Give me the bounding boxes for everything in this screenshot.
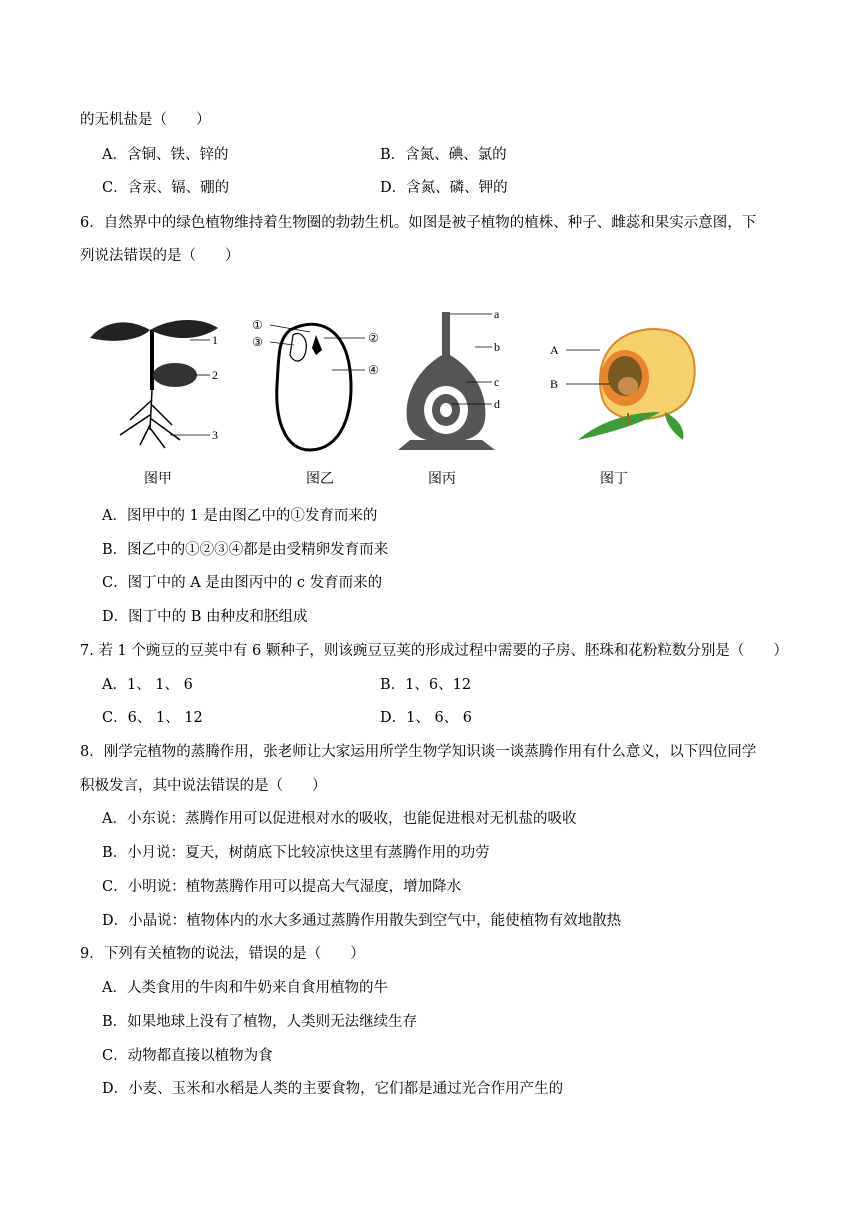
plant-diagram	[80, 300, 700, 460]
q8-stem-line2: 积极发言，其中说法错误的是（ ）	[80, 778, 327, 794]
q6-option-d: D．图丁中的 B 由种皮和胚组成	[102, 609, 308, 625]
q9-option-a: A．人类食用的牛肉和牛奶来自食用植物的牛	[102, 980, 388, 996]
q7-option-b: B．1、6、12	[380, 677, 472, 693]
q7-option-c: C．6、 1、 12	[102, 710, 203, 726]
q7-stem: 7. 若 1 个豌豆的豆荚中有 6 颗种子，则该豌豆豆荚的形成过程中需要的子房、胚珠和花粉粒数分别是（ ）	[80, 643, 788, 659]
bing-label-d: d	[494, 397, 500, 411]
q6-option-c: C．图丁中的 A 是由图丙中的 c 发育而来的	[102, 575, 383, 591]
q7-option-a: A．1、 1、 6	[102, 677, 193, 693]
bing-label-a: a	[494, 307, 500, 321]
q9-stem: 9．下列有关植物的说法，错误的是（ ）	[80, 946, 365, 962]
q8-option-c: C．小明说：植物蒸腾作用可以提高大气湿度，增加降水	[102, 879, 462, 895]
q6-stem-line1: 6．自然界中的绿色植物维持着生物圈的勃勃生机。如图是被子植物的植株、种子、雌蕊和果实示意图，下	[80, 215, 757, 231]
q5-option-b: B．含氮、碘、氯的	[380, 147, 507, 163]
seed-drawing	[252, 318, 379, 450]
yi-label-3: ③	[252, 335, 263, 349]
q8-option-b: B．小月说：夏天，树荫底下比较凉快这里有蒸腾作用的功劳	[102, 845, 490, 861]
q5-option-d: D．含氮、磷、钾的	[380, 180, 508, 196]
q9-option-d: D．小麦、玉米和水稻是人类的主要食物，它们都是通过光合作用产生的	[102, 1081, 564, 1097]
ding-label-b: B	[550, 377, 559, 391]
q6-option-b: B．图乙中的①②③④都是由受精卵发育而来	[102, 542, 389, 558]
yi-label-2: ②	[368, 331, 379, 345]
q8-stem-line1: 8．刚学完植物的蒸腾作用，张老师让大家运用所学生物学知识谈一谈蒸腾作用有什么意义，以下四位同学	[80, 744, 757, 760]
caption-bing: 图丙	[428, 471, 456, 487]
jia-label-3: 3	[212, 428, 218, 442]
seedling-drawing	[90, 320, 218, 448]
q6-stem-line2: 列说法错误的是（ ）	[80, 248, 240, 264]
jia-label-1: 1	[212, 333, 218, 347]
q9-option-c: C．动物都直接以植物为食	[102, 1048, 273, 1064]
q5-option-a: A．含铜、铁、锌的	[102, 147, 229, 163]
bing-label-c: c	[494, 375, 500, 389]
q5-stem: 的无机盐是（ ）	[80, 112, 211, 128]
caption-jia: 图甲	[144, 471, 172, 487]
jia-label-2: 2	[212, 368, 218, 382]
ding-label-a: A	[550, 343, 559, 357]
q6-figure	[80, 300, 700, 490]
q5-option-c: C．含汞、镉、硼的	[102, 180, 230, 196]
q9-option-b: B．如果地球上没有了植物，人类则无法继续生存	[102, 1014, 418, 1030]
pistil-drawing	[398, 307, 500, 450]
q8-option-a: A．小东说：蒸腾作用可以促进根对水的吸收，也能促进根对无机盐的吸收	[102, 811, 577, 827]
bing-label-b: b	[494, 340, 500, 354]
q8-option-d: D．小晶说：植物体内的水大多通过蒸腾作用散失到空气中，能使植物有效地散热	[102, 913, 622, 929]
peach-fruit-drawing	[550, 329, 695, 440]
caption-ding: 图丁	[600, 471, 628, 487]
q6-option-a: A．图甲中的 1 是由图乙中的①发育而来的	[102, 508, 378, 524]
yi-label-1: ①	[252, 318, 263, 332]
caption-yi: 图乙	[306, 471, 334, 487]
q7-option-d: D．1、 6、 6	[380, 710, 473, 726]
yi-label-4: ④	[368, 363, 379, 377]
